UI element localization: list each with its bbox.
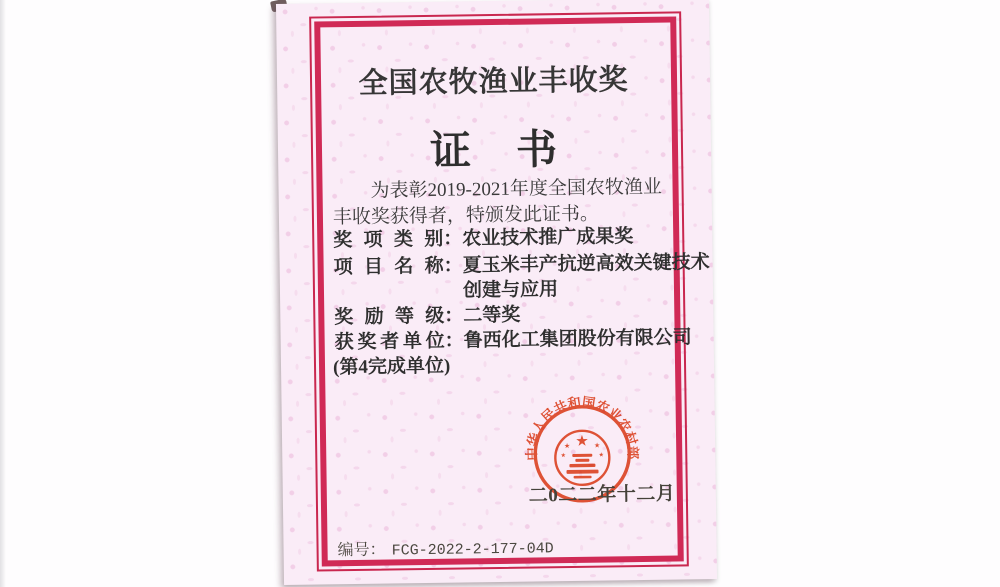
ministry-seal bbox=[496, 367, 668, 539]
serial-value: FCG-2022-2-177-04D bbox=[391, 540, 554, 560]
emblem-small-star-icon: ★ bbox=[598, 451, 605, 459]
svg-text:中华人民共和国农业农村部 bbox=[522, 393, 641, 462]
field-value-awardee bbox=[464, 325, 692, 353]
certificate-heading: 证 书 bbox=[429, 126, 560, 174]
field-label-project: 项目名称 bbox=[333, 255, 444, 279]
field-awardee-unit bbox=[335, 325, 692, 355]
emblem-gate bbox=[566, 454, 598, 479]
field-value-project bbox=[462, 250, 710, 303]
field-colon: ： bbox=[444, 330, 464, 352]
serial-colon: ： bbox=[369, 541, 386, 559]
field-label-awardee: 获奖者单位 bbox=[334, 330, 445, 354]
issue-date: 二0二二年十二月 bbox=[528, 483, 676, 507]
field-award-grade bbox=[334, 303, 520, 331]
emblem-small-star-icon: ★ bbox=[560, 452, 567, 460]
serial-label: 编号 bbox=[337, 541, 370, 560]
field-value-line: 创建与应用 bbox=[462, 279, 559, 302]
photo-left-edge-shadow bbox=[0, 0, 6, 587]
emblem-small-star-icon: ★ bbox=[593, 441, 601, 450]
field-colon: ： bbox=[443, 255, 463, 277]
emblem-small-star-icon: ★ bbox=[563, 441, 571, 451]
field-colon: ： bbox=[444, 305, 464, 327]
certificate-paper bbox=[276, 0, 717, 585]
field-colon: ： bbox=[443, 228, 463, 250]
field-value-line: 农业技术推广成果奖 bbox=[462, 226, 634, 250]
field-project-name bbox=[333, 250, 710, 305]
award-title: 全国农牧渔业丰收奖 bbox=[358, 64, 629, 100]
citation-line-2: 丰收奖获得者，特颁发此证书。 bbox=[332, 203, 600, 229]
emblem-star-icon: ★ bbox=[575, 431, 589, 450]
field-label-grade: 奖励等级 bbox=[334, 305, 445, 329]
field-value-line: 夏玉米丰产抗逆高效关键技术 bbox=[462, 252, 710, 277]
citation-paragraph bbox=[332, 175, 663, 232]
field-award-category bbox=[333, 224, 633, 253]
field-value-line: 二等奖 bbox=[463, 304, 521, 327]
seal-ring-text: 中华人民共和国农业农村部 bbox=[524, 394, 641, 461]
field-value-grade bbox=[463, 303, 520, 329]
field-value-line: 鲁西化工集团股份有限公司 bbox=[463, 327, 692, 352]
serial-number-line bbox=[337, 534, 553, 560]
citation-line-1: 为表彰2019-2021年度全国农牧渔业 bbox=[370, 176, 663, 202]
field-label-category: 奖项类别 bbox=[333, 228, 444, 252]
completion-unit-note: (第4完成单位) bbox=[332, 355, 451, 379]
field-value-category bbox=[462, 224, 633, 251]
